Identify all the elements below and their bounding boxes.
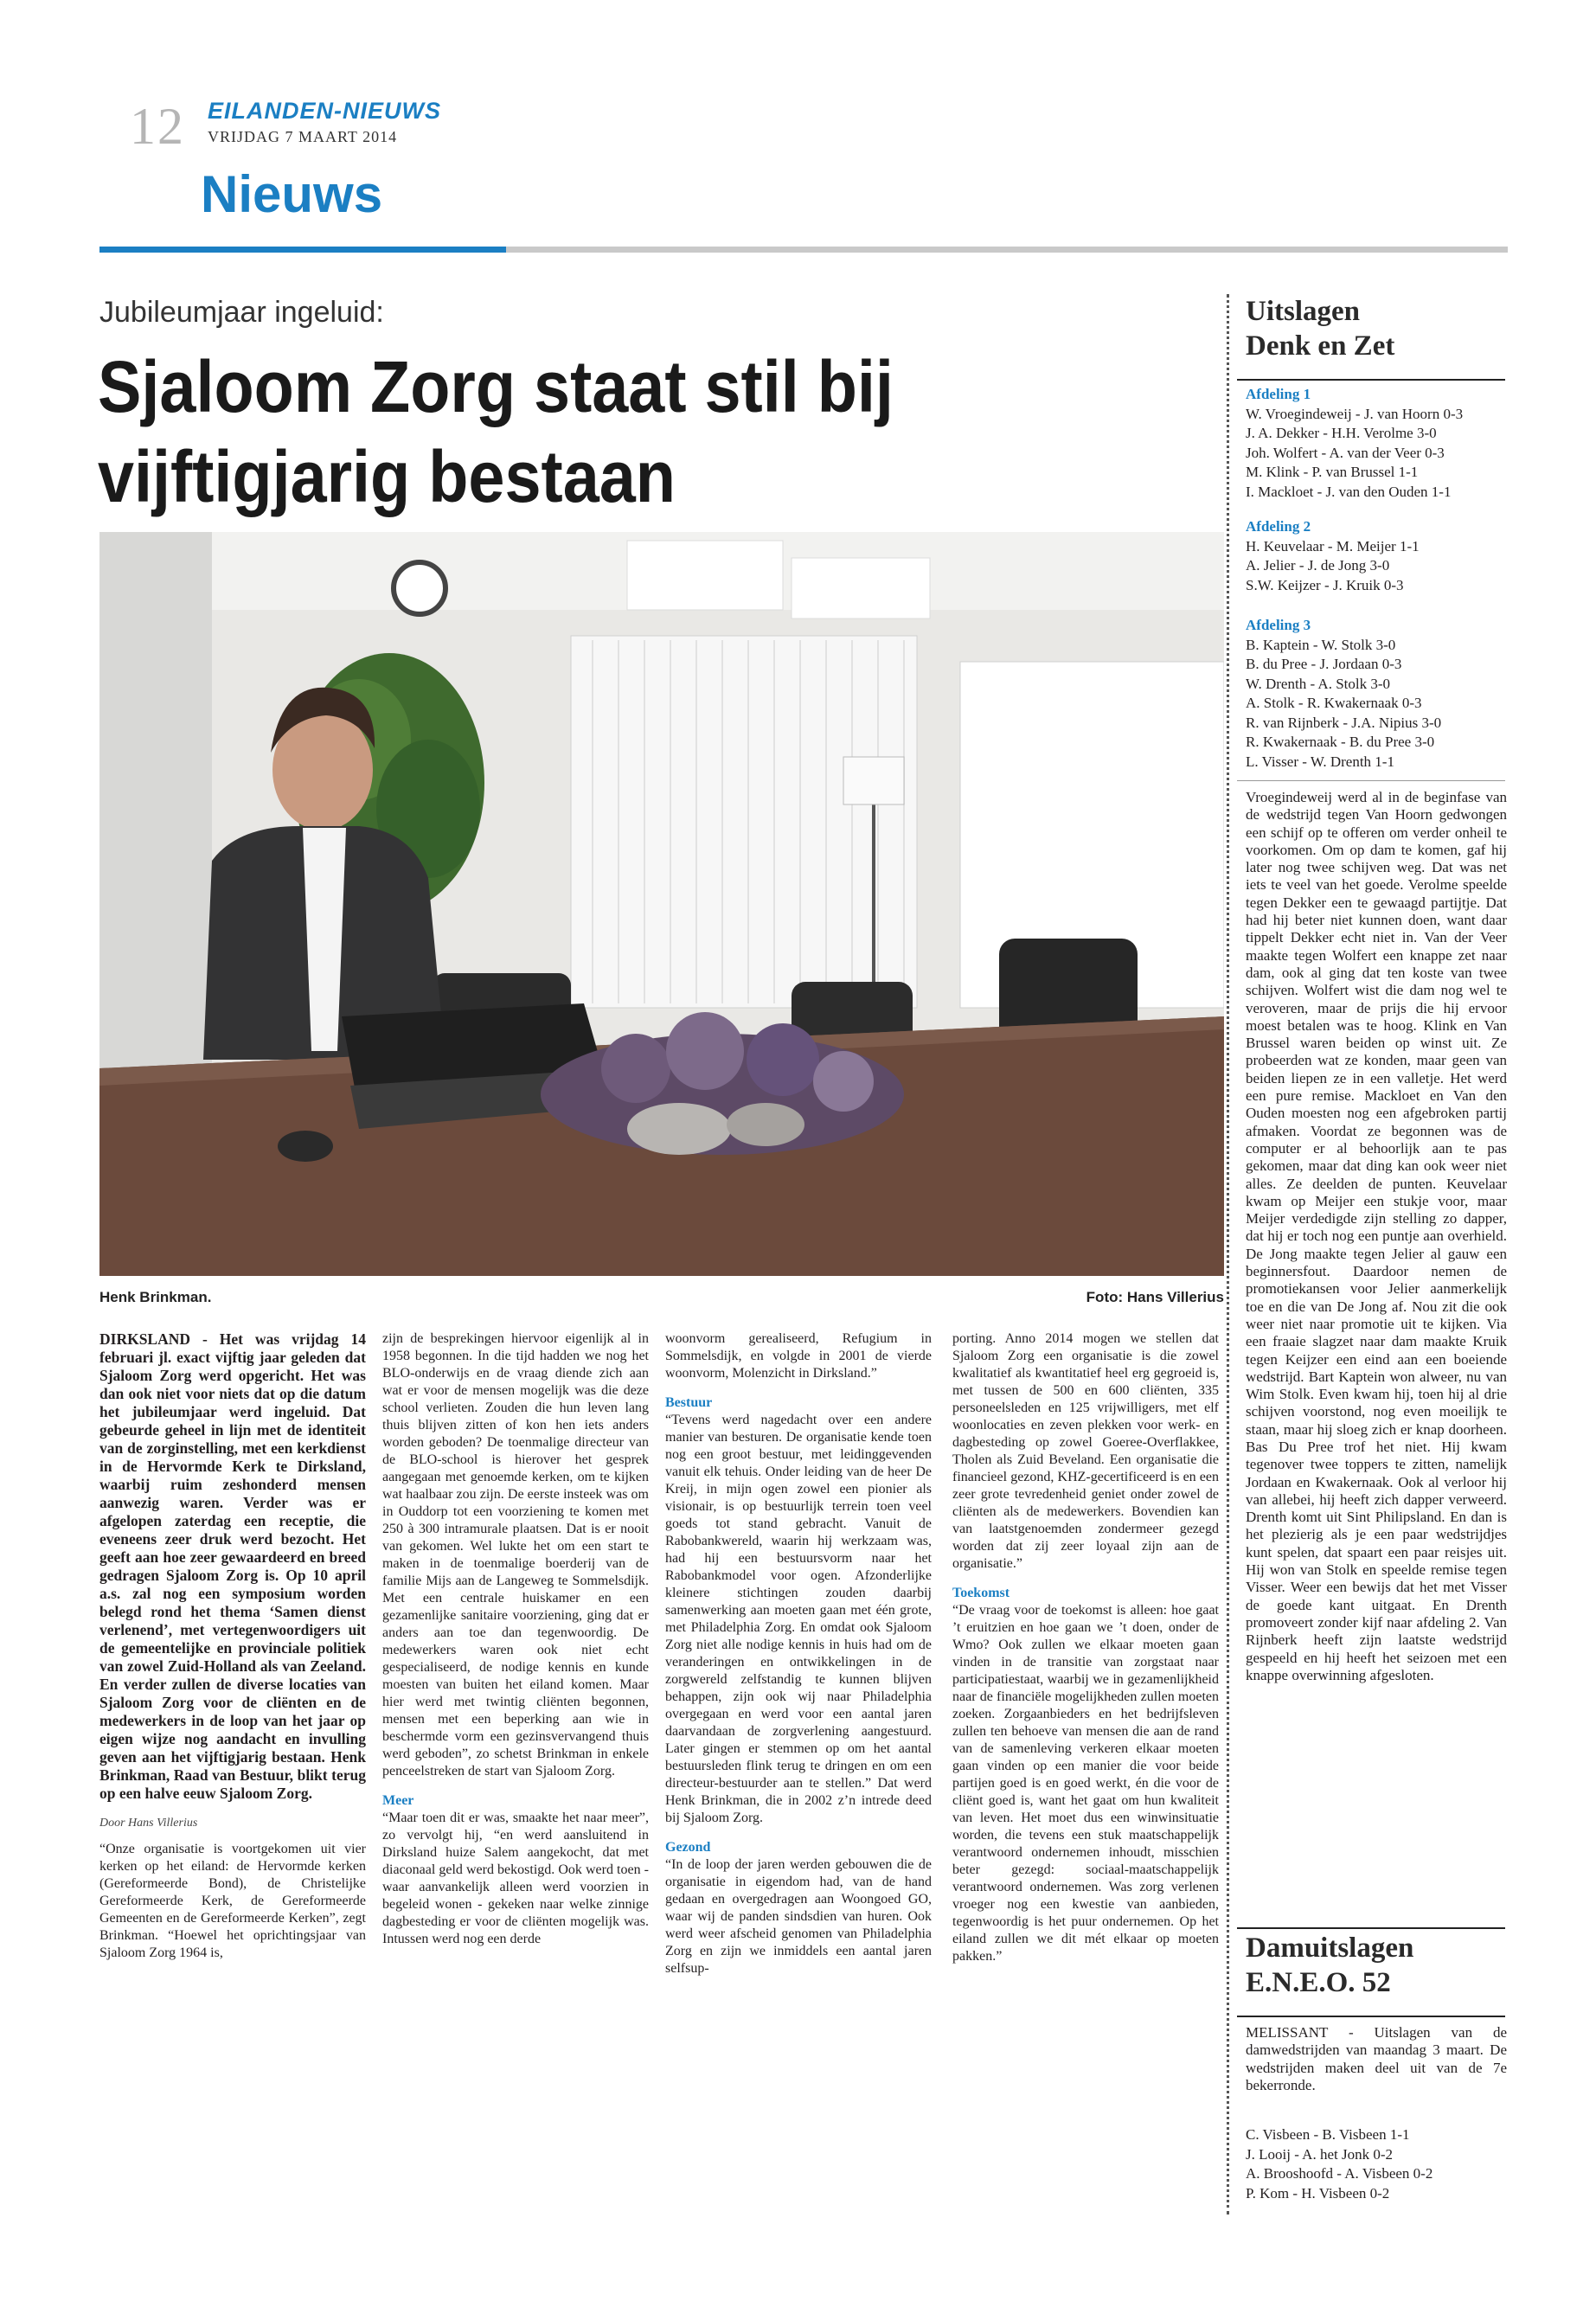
article-paragraph: woonvorm gerealiseerd, Refugium in Sommelsdijk, en volgde in 2001 de vierde woonvorm, Molenzicht in Dirksland.” [665,1331,932,1381]
subheading-bestuur: Bestuur [665,1395,713,1410]
afdeling-heading: Afdeling 1 [1246,386,1311,402]
section-title: Nieuws [201,165,383,223]
sidebar-title-dam [1246,1931,1514,2000]
results-afdeling-1 [1246,385,1514,502]
clock-icon [394,562,445,614]
result-line: A. Brooshoofd - A. Visbeen 0-2 [1246,2165,1433,2182]
dam-intro-text: MELISSANT - Uitslagen van de damwedstrijden van maandag 3 maart. De wedstrijden maken deel uit van de 7e bekerronde. [1246,2024,1507,2093]
result-line: J. Looij - A. het Jonk 0-2 [1246,2145,1393,2163]
sidebar-rule [1237,1927,1505,1929]
page-number: 12 [130,98,185,155]
result-line: W. Drenth - A. Stolk 3-0 [1246,675,1391,692]
office-photo-illustration [99,532,1224,1276]
article-paragraph: “De vraag voor de toekomst is alleen: hoe gaat ’t eruitzien en hoe gaan we ’t doen, onder de Wmo? Ook zullen we elkaar moeten gaan vinden in de transitie van zorgstaat naar participatiestaat, waarbij we in gezamenlijkheid naar de financiële mogelijkheden zullen moeten zoeken. Zorgaanbieders en het bedrijfsleven zullen ten behoeve van mensen die aan de rand van de samenleving verkeren elkaar moeten gaan vinden op een manier die voor beide partijen goed is en goed werkt, én die voor de cliënt goed is, want het gaat om hun kwaliteit van leven. Het moet dus een winwinsituatie worden, die tevens een stuk maatschappelijk verantwoord ondernemen inhoudt, misschien beter gezegd: sociaal-maatschappelijk verantwoord ondernemen. Was zorg verlenen vroeger nog een kwestie van aanbieden, tegenwoordig is het puur ondernemen. Op het eiland zullen we dit mét elkaar op moeten pakken.” [952,1603,1219,1964]
subheading-gezond: Gezond [665,1840,711,1855]
report-paragraph: Vroegindeweij werd al in de beginfase van de wedstrijd tegen Van Hoorn gedwongen een schijf op te offeren om verder onheil te voorkomen. Om op dam te komen, gaf hij later nog twee schijven weg. Dat was net iets te veel van het goede. Verolme speelde tegen Dekker een te gewaagd partijtje. Dat had hij beter niet kunnen doen, want daar tippelt Dekker echt niet in. Van der Veer maakte tegen Wolfert een knappe zet naar dam, ook al ging dat ten koste van twee schijven. Wolfert wist die dam nog wel te veroveren, maar de prijs die hij ervoor moest betalen was te hoog. Klink en Van Brussel waren beiden op winst uit. Ze probeerden wat ze konden, maar geen van beiden liepen ze in een valletje. Het werd een pure remise. Mackloet en Van den Ouden moesten nog een afgebroken partij afmaken. Voordat ze begonnen was de computer er al behoorlijk aan te pas gekomen, maar dat ding kan ook weer niet alles. Ze deelden de punten. Keuvelaar kwam op Meijer een stukje voor, maar Meijer verdedigde zijn stelling zo dapper, dat hij er toch nog een puntje aan overhield. De Jong maakte tegen Jelier al gauw een beginnersfout. Daardoor nemen de promotiekansen voor Jelier aanmerkelijk toe en die van De Jong af. Nou zit die ook weer niet naar promotie uit te kijken. Via een fraaie slagzet naar dam maakte Kruik tegen Keijzer een eind aan een boeiende wedstrijd. Bart Kaptein won alweer, nu van Wim Stolk. Even kwam hij, toen hij al drie schijven voorstond, nog even moeilijk te staan, maar hij sloeg zich er knap doorheen. Bas Du Pree trof het niet. Hij kwam tegenover twee toppers te zitten, namelijk Jordaan en Kwakernaak. Ook al verloor hij van allebei, hij heeft zich dapper verweerd. Drenth komt uit Sint Philipsland. En dan is het plezierig als je een paar wedstrijdjes kunt spelen, dat spaart een paar reisjes uit. Hij won van Stolk en speelde remise tegen Visser. Weer een bewijs dat het met Visser de goede kant uitgaat. En Drenth promoveert zonder kijf naar afdeling 2. Van Rijnberk heeft zijn laatste wedstrijd gespeeld en hij heeft het seizoen met een knappe overwinning afgesloten. [1246,789,1507,1683]
masthead-logo: EILANDEN-NIEUWS [208,98,441,124]
afdeling-heading: Afdeling 3 [1246,617,1311,633]
sidebar-rule [1237,780,1505,781]
article-paragraph: “Onze organisatie is voortgekomen uit vier kerken op het eiland: de Hervormde kerken (Gereformeerde Bond), de Christelijke Gereformeerde Kerk, de Gereformeerde Gemeenten en de Gereformeerde Kerken”, zegt Brinkman. “Hoewel het oprichtingsjaar van Sjaloom Zorg 1964 is, [99,1842,366,1960]
article-column-4 [952,1330,1219,1965]
result-line: C. Visbeen - B. Visbeen 1-1 [1246,2126,1410,2143]
result-line: H. Keuvelaar - M. Meijer 1-1 [1246,537,1420,554]
result-line: L. Visser - W. Drenth 1-1 [1246,753,1394,770]
issue-date: VRIJDAG 7 MAART 2014 [208,128,398,145]
result-line: J. A. Dekker - H.H. Verolme 3-0 [1246,425,1437,441]
subheading-meer: Meer [382,1793,414,1808]
sidebar-heading: Damuitslagen [1246,1932,1414,1964]
result-line: M. Klink - P. van Brussel 1-1 [1246,464,1419,480]
article-paragraph: “Tevens werd nagedacht over een andere manier van besturen. De organisatie kende toen nog een groot bestuur, met leidinggevenden vanuit elk tehuis. Onder leiding van de heer De Kreij, in mijn ogen zowel een pionier als visionair, is op bestuurlijk terrein toen veel goeds tot stand gebracht. Vanuit de Rabobankwereld, waarin hij werkzaam was, had hij een bestuursvorm naar het Rabobankmodel voor ogen. Afzonderlijke kleinere stichtingen zouden daarbij samenwerking aan moeten gaan met één grote, met Philadelphia Zorg. En omdat ook Sjaloom Zorg niet alle nodige kennis in huis had om de veranderingen en ontwikkelingen in de zorgwereld zelfstandig te kunnen blijven behappen, zijn ook wij naar Philadelphia overgegaan en werd voor een aantal jaren daarvandaan de zorgverlening aangestuurd. Later gingen er stemmen op om het aantal bestuursleden flink terug te dringen en om een directeur-bestuurder aan te stellen.” Dat werd Henk Brinkman, die in 2002 z’n intrede deed bij Sjaloom Zorg. [665,1413,932,1825]
result-line: P. Kom - H. Visbeen 0-2 [1246,2184,1390,2202]
results-afdeling-3 [1246,616,1514,772]
subheading-toekomst: Toekomst [952,1586,1010,1600]
article-column-3 [665,1330,932,1977]
result-line: A. Jelier - J. de Jong 3-0 [1246,557,1390,574]
dam-intro [1246,2024,1507,2094]
match-report [1246,789,1507,1684]
article-photo [99,532,1224,1276]
sidebar-divider [1227,294,1229,2214]
article-kicker: Jubileumjaar ingeluid: [99,296,384,329]
sidebar-heading: Uitslagen [1246,296,1360,327]
sidebar-subheading: Denk en Zet [1246,330,1395,362]
result-line: A. Stolk - R. Kwakernaak 0-3 [1246,695,1422,711]
article-column-1 [99,1330,366,1962]
result-line: S.W. Keijzer - J. Kruik 0-3 [1246,576,1404,593]
article-paragraph: zijn de besprekingen hiervoor eigenlijk al in 1958 begonnen. In die tijd hadden we nog het BLO-onderwijs en de vraag diende zich aan wat er voor de mensen mogelijk was die deze school verlieten. Zouden die hun leven lang thuis blijven zitten of kon hen iets anders worden geboden? De toenmalige directeur van de BLO-school is hierover het gesprek aangegaan met genoemde kerken, om te kijken wat haalbaar zou zijn. De eerste insteek was om in Ouddorp tot een voorziening te komen met 250 à 300 intramurale plaatsen. Dat is er nooit van gekomen. Wel lukte het om een start te maken in de toenmalige boerderij van de familie Mijs aan de Langeweg te Sommelsdijk. Met een centrale huiskamer en een gezamenlijke sanitaire voorziening, ging dat er anders aan toe dan tegenwoordig. De medewerkers waren ook niet echt gespecialiseerd, de nodige kennis en kunde moesten van buiten het eiland komen. Maar hier werd met twintig cliënten begonnen, mensen met een beperking aan wie in beschermde vorm een gezinsvervangend thuis werd geboden”, zo schetst Brinkman in enkele penceelstreken de start van Sjaloom Zorg. [382,1331,649,1779]
result-line: Joh. Wolfert - A. van der Veer 0-3 [1246,444,1445,461]
result-line: B. du Pree - J. Jordaan 0-3 [1246,656,1402,672]
sidebar-rule [1237,379,1505,381]
result-line: R. Kwakernaak - B. du Pree 3-0 [1246,734,1435,750]
article-paragraph: “Maar toen dit er was, smaakte het naar meer”, zo vervolgt hij, “en werd aansluitend in Dirksland huize Salem aangekocht, dat met diaconaal geld werd bekostigd. Ook werd toen - waar aanvankelijk alleen werd voorzien in begeleid wonen - gekeken naar welke zinnige dagbesteding er voor de cliënten mogelijk was. Intussen werd nog een derde [382,1811,649,1946]
sidebar-title-uitslagen [1246,294,1514,363]
byline: Door Hans Villerius [99,1817,198,1830]
afdeling-heading: Afdeling 2 [1246,518,1311,535]
article-column-2 [382,1330,649,1948]
article-headline: Sjaloom Zorg staat stil bij vijftigjarig bestaan [98,346,894,517]
result-line: R. van Rijnberk - J.A. Nipius 3-0 [1246,714,1442,731]
article-paragraph: “In de loop der jaren werden gebouwen die de organisatie in eigendom had, van de hand gedaan en overgedragen aan Woongoed GO, waar wij de panden sindsdien van huren. Ook werd weer afscheid genomen van Philadelphia Zorg en zijn we inmiddels een aantal jaren selfsup- [665,1857,932,1976]
sidebar-rule [1237,2016,1505,2017]
photo-credit: Foto: Hans Villerius [1086,1289,1224,1305]
dam-results [1246,2125,1514,2203]
sidebar-subheading: E.N.E.O. 52 [1246,1967,1391,1998]
article-paragraph: porting. Anno 2014 mogen we stellen dat Sjaloom Zorg een organisatie is die zowel kwalitatief als kwantitatief heel erg gegroeid is, met tussen de 500 en 600 cliënten, 335 personeelsleden en 125 vrijwilligers, met elf woonlocaties en zeven plekken voor werk- en dagbesteding op zowel Goeree-Overflakkee, Tholen als Zuid Beveland. Een organisatie die financieel gezond, KHZ-gecertificeerd is en een zeer grote tevredenheid geniet onder zowel de cliënten als de medewerkers. Bovendien kan van laatstgenoemden zondermeer gezegd worden dat zij zeer loyaal zijn aan de organisatie.” [952,1331,1219,1571]
photo-caption: Henk Brinkman. [99,1289,212,1305]
article-lead: DIRKSLAND - Het was vrijdag 14 februari jl. exact vijftig jaar geleden dat Sjaloom Zorg werd opgericht. Het was dan ook niet voor niets dat op die datum het jubileumjaar werd ingeluid. Dat gebeurde geheel in lijn met de identiteit van de zorginstelling, met een kerkdienst in de Hervormde Kerk te Dirksland, waarbij ruim zeshonderd mensen aanwezig waren. Verder was er afgelopen zaterdag een receptie, die eveneens zeer druk werd bezocht. Het geeft aan hoe zeer gewaardeerd en breed gedragen Sjaloom Zorg is. Op 10 april a.s. zal nog een symposium worden belegd rond het thema ‘Samen dienst verlenend’, met vertegenwoordigers uit de gemeentelijke en provinciale politiek van zowel Zuid-Holland als van Zeeland. En verder zullen de diverse locaties van Sjaloom Zorg voor de cliënten en de medewerkers in de loop van het jaar op eigen wijze nog aandacht en invulling geven aan het vijftigjarig bestaan. Henk Brinkman, Raad van Bestuur, blikt terug op een halve eeuw Sjaloom Zorg. [99,1330,366,1802]
result-line: B. Kaptein - W. Stolk 3-0 [1246,636,1396,653]
result-line: I. Mackloet - J. van den Ouden 1-1 [1246,483,1452,500]
result-line: W. Vroegindeweij - J. van Hoorn 0-3 [1246,405,1464,422]
header-rule-accent [99,247,506,253]
results-afdeling-2 [1246,517,1514,595]
